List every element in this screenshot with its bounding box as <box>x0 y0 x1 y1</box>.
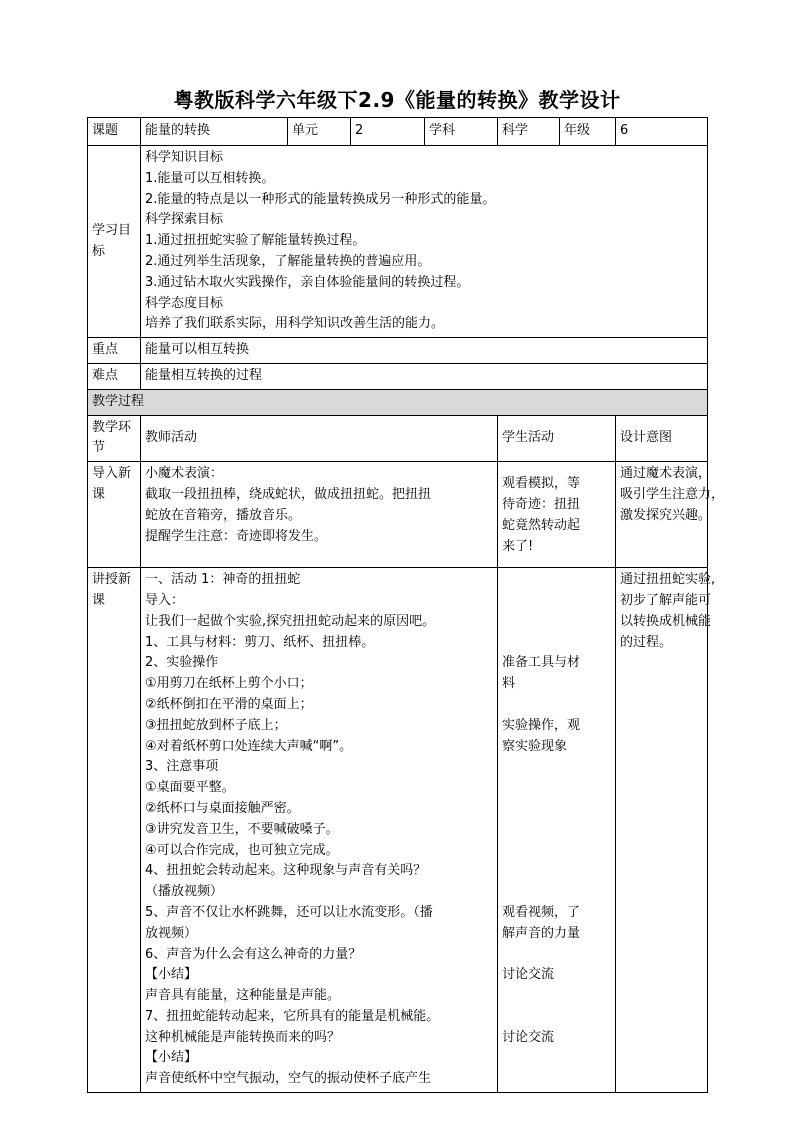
objective-line: 2.能量的特点是以一种形式的能量转换成另一种形式的能量。 <box>145 191 496 207</box>
unit-label: 单元 <box>288 118 351 146</box>
process-columns-row <box>88 415 708 462</box>
teacher-line: 【小结】 <box>145 967 198 983</box>
process-header-row <box>88 389 708 415</box>
objective-line: 1.能量可以互相转换。 <box>145 170 275 186</box>
intro-intent <box>616 462 725 568</box>
column-header-teacher: 教师活动 <box>141 415 498 462</box>
intent-line: 的过程。 <box>620 634 673 650</box>
info-row <box>88 118 708 146</box>
teacher-line: 导入： <box>145 592 185 608</box>
document-title: 粤教版科学六年级下2.9《能量的转换》教学设计 <box>173 88 621 112</box>
topic-value: 能量的转换 <box>141 118 288 146</box>
column-header-student: 学生活动 <box>498 415 616 462</box>
key-point-label: 重点 <box>88 338 141 364</box>
teacher-line: 1、工具与材料：剪刀、纸杯、扭扭棒。 <box>145 634 375 650</box>
intro-teacher-line: 提醒学生注意：奇迹即将发生。 <box>145 528 328 544</box>
intent-line: 初步了解声能可 <box>620 592 712 608</box>
intro-student-line: 来了! <box>502 538 534 554</box>
teacher-line: ②纸杯口与桌面接触严密。 <box>145 800 300 816</box>
teacher-line: 声音具有能量，这种能量是声能。 <box>145 988 341 1004</box>
teacher-line: 3、注意事项 <box>145 759 219 775</box>
intro-student-line: 蛇竟然转动起 <box>502 517 581 533</box>
intent-line: 通过扭扭蛇实验, <box>620 572 716 588</box>
intro-student-line: 待奇迹：扭扭 <box>502 496 581 512</box>
objectives-label <box>88 146 141 338</box>
teacher-line: 4、扭扭蛇会转动起来。这种现象与声音有关吗？ <box>145 863 427 879</box>
student-line: 解声音的力量 <box>502 925 581 941</box>
subject-value: 科学 <box>498 118 560 146</box>
intro-row <box>88 462 708 568</box>
intro-intent-line: 通过魔术表演， <box>620 466 712 482</box>
column-header-stage: 教学环节 <box>88 415 141 462</box>
intro-intent-line: 吸引学生注意力， <box>620 486 725 502</box>
objective-line: 科学知识目标 <box>145 150 224 165</box>
objective-line: 科学态度目标 <box>145 295 224 311</box>
new-lesson-teacher <box>141 568 498 1093</box>
key-point-row <box>88 338 708 364</box>
objectives-label-text: 学习目标 <box>92 222 132 259</box>
student-line: 察实验现象 <box>502 738 568 754</box>
new-lesson-intent <box>616 568 716 1093</box>
student-line: 实验操作，观 <box>502 717 581 733</box>
objective-line: 培养了我们联系实际，用科学知识改善生活的能力。 <box>145 316 445 332</box>
student-line: 观看视频，了 <box>502 904 581 920</box>
intent-line: 以转换成机械能 <box>620 613 712 629</box>
teacher-line: 放视频） <box>145 925 198 941</box>
teacher-line: 2、实验操作 <box>145 655 219 671</box>
difficulty-row <box>88 363 708 389</box>
teacher-line: 这种机械能是声能转换而来的吗？ <box>145 1029 341 1045</box>
teacher-line: ②纸杯倒扣在平滑的桌面上； <box>145 696 313 712</box>
teacher-line: 让我们一起做个实验,探究扭扭蛇动起来的原因吧。 <box>145 613 436 629</box>
grade-label: 年级 <box>560 118 616 146</box>
student-line: 讨论交流 <box>502 967 555 983</box>
intro-teacher <box>141 462 498 568</box>
teacher-line: ①用剪刀在纸杯上剪个小口； <box>145 676 313 692</box>
grade-value: 6 <box>616 118 708 146</box>
column-header-intent: 设计意图 <box>616 415 708 462</box>
objective-line: 科学探索目标 <box>145 212 224 228</box>
student-line: 讨论交流 <box>502 1029 555 1045</box>
teacher-line: ①桌面要平整。 <box>145 780 235 796</box>
teacher-line: 7、扭扭蛇能转动起来，它所具有的能量是机械能。 <box>145 1008 440 1024</box>
teacher-line: 【小结】 <box>145 1050 198 1066</box>
teacher-line: 声音使纸杯中空气振动，空气的振动使杯子底产生 <box>145 1071 432 1087</box>
objective-line: 1.通过扭扭蛇实验了解能量转换过程。 <box>145 233 366 249</box>
topic-label: 课题 <box>88 118 141 146</box>
key-point-value: 能量可以相互转换 <box>141 338 708 364</box>
teacher-line: ④对着纸杯剪口处连续大声喊“啊”。 <box>145 738 353 754</box>
new-lesson-stage: 讲授新课 <box>88 568 141 1093</box>
lesson-plan-table <box>87 117 725 1093</box>
intro-intent-line: 激发探究兴趣。 <box>620 507 712 523</box>
objective-line: 2.通过列举生活现象，了解能量转换的普遍应用。 <box>145 253 431 269</box>
teacher-line: ④可以合作完成，也可独立完成。 <box>145 842 339 858</box>
teacher-line: 5、声音不仅让水杯跳舞，还可以让水流变形。（播 <box>145 904 433 920</box>
teacher-line: （播放视频） <box>145 884 224 900</box>
objectives-row <box>88 146 708 338</box>
new-lesson-row <box>88 568 708 1093</box>
intro-teacher-line: 小魔术表演： <box>145 466 224 482</box>
new-lesson-student <box>498 568 616 1093</box>
objective-line: 3.通过钻木取火实践操作，亲自体验能量间的转换过程。 <box>145 274 470 290</box>
intro-teacher-line: 蛇放在音箱旁，播放音乐。 <box>145 507 302 523</box>
process-header: 教学过程 <box>88 389 708 415</box>
student-line: 料 <box>502 676 516 692</box>
difficulty-label: 难点 <box>88 363 141 389</box>
student-line: 准备工具与材 <box>502 655 581 671</box>
teacher-line: ③扭扭蛇放到杯子底上； <box>145 717 287 733</box>
intro-teacher-line: 截取一段扭扭棒，绕成蛇状，做成扭扭蛇。把扭扭 <box>145 486 432 502</box>
teacher-line: 6、声音为什么会有这么神奇的力量？ <box>145 946 362 962</box>
intro-student-line: 观看模拟，等 <box>502 476 581 492</box>
difficulty-value: 能量相互转换的过程 <box>141 363 708 389</box>
unit-value: 2 <box>351 118 425 146</box>
teacher-line: 一、活动 1：神奇的扭扭蛇 <box>145 572 301 588</box>
intro-student <box>498 462 616 568</box>
intro-stage: 导入新课 <box>88 462 141 568</box>
teacher-line: ③讲究发音卫生，不要喊破嗓子。 <box>145 821 339 837</box>
subject-label: 学科 <box>425 118 498 146</box>
objectives-content <box>141 146 708 338</box>
